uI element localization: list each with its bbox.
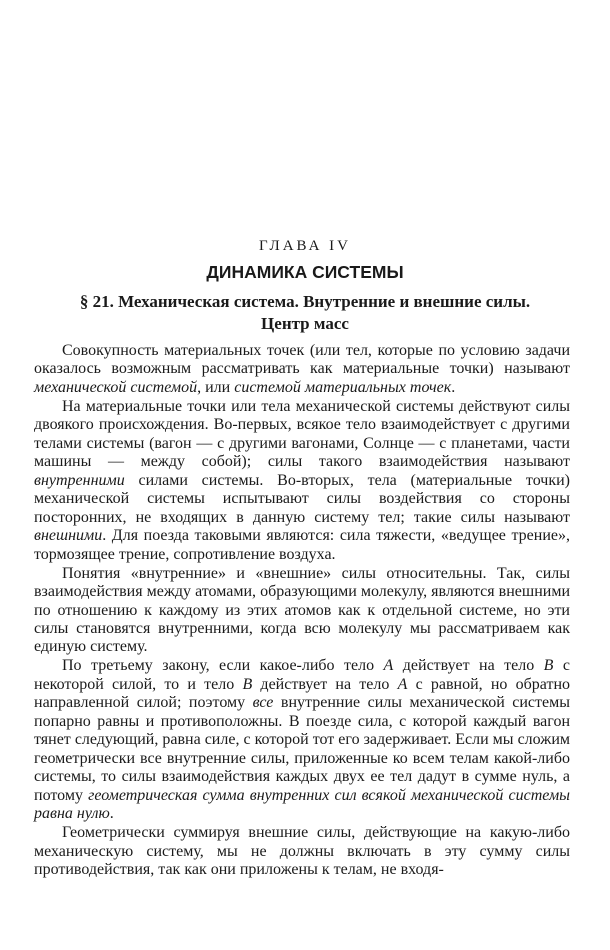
section-title-line-1: § 21. Механическая система. Внутренние и внешние силы. (79, 292, 531, 311)
paragraph-2-text-b: силами системы. Во-вторых, тела (материальные точки) механической системы испытывают силы воздействия со стороны посторонних, не входящих в данную систему тел; такие силы называют (34, 471, 570, 526)
paragraph-4-text-a: По третьему закону, если какое-либо тело (62, 657, 384, 675)
chapter-title: ДИНАМИКА СИСТЕМЫ (206, 262, 404, 282)
section-title-line-2: Центр масс (261, 314, 349, 333)
paragraph-1-text-b: , или (197, 378, 235, 396)
term-internal: внутренними (34, 471, 125, 489)
paragraph-5: Геометрически суммируя внешние силы, действующие на какую-либо механическую систему, мы не должны включать в эту сумму силы противодействия, так как они приложены к телам, не входя- (34, 824, 570, 879)
paragraph-1-text-c: . (451, 378, 456, 396)
paragraph-4-text-b: действует на тело (393, 657, 544, 675)
section-title (0, 291, 610, 335)
paragraph-2-text-a: На материальные точки или тела механической системы действуют силы двоякого происхождения. Во-первых, всякое тело взаимодействует с другими телами системы (вагон — с другими вагонами, Солнце — с планетами, части машины — между собой); силы такого взаимодействия называют (34, 397, 570, 471)
paragraph-2 (34, 398, 570, 564)
paragraph-4-text-c: с некоторой силой, то и тело (34, 657, 571, 693)
paragraph-1-text-a: Совокупность материальных точек (или тел, которые по условию задачи оказалось возможным рассматривать как материальные точки) называют (34, 342, 570, 378)
body-b-symbol: B (543, 657, 554, 675)
paragraph-4 (34, 657, 570, 823)
term-all: все (252, 694, 274, 712)
paragraph-3: Понятия «внутренние» и «внешние» силы относительны. Так, силы взаимодействия между атомами, образующими молекулу, являются внешними по отношению к каждому из этих атомов как к отдельной системе, но эти силы становятся внутренними, когда всю молекулу мы рассматриваем как единую систему. (34, 564, 570, 656)
term-mechanical-system: механической системой (34, 378, 198, 396)
term-external: внешними (34, 527, 103, 545)
body-a-symbol-2: A (397, 675, 408, 693)
paragraph-4-text-f: внутренние силы механической системы попарно равны и противоположны. В поезде сила, с которой каждый вагон тянет следующий, равна силе, с которой тот его задерживает. Если мы сложим геометрически все внутренние силы, приложенные ко всем телам какой-либо системы, то силы взаимодействия каждых двух ее тел дадут в сумме нуль, а потому (34, 694, 570, 804)
body-b-symbol-2: B (242, 675, 253, 693)
body-a-symbol: A (383, 657, 394, 675)
paragraph-4-text-e: с равной, но обратно направленной силой; поэтому (34, 675, 571, 712)
theorem-internal-forces-sum: геометрическая сумма внутренних сил всякой механической системы равна нулю (34, 786, 571, 823)
paragraph-4-text-d: действует на тело (252, 675, 398, 693)
paragraph-4-text-g: . (109, 805, 114, 823)
term-system-of-points: системой материальных точек (234, 378, 452, 396)
paragraph-2-text-c: . Для поезда таковыми являются: сила тяжести, «ведущее трение», тормозящее трение, сопротивление воздуха. (34, 527, 570, 563)
chapter-label: ГЛАВА IV (258, 238, 352, 254)
paragraph-1 (34, 342, 570, 397)
body-text (34, 342, 570, 880)
